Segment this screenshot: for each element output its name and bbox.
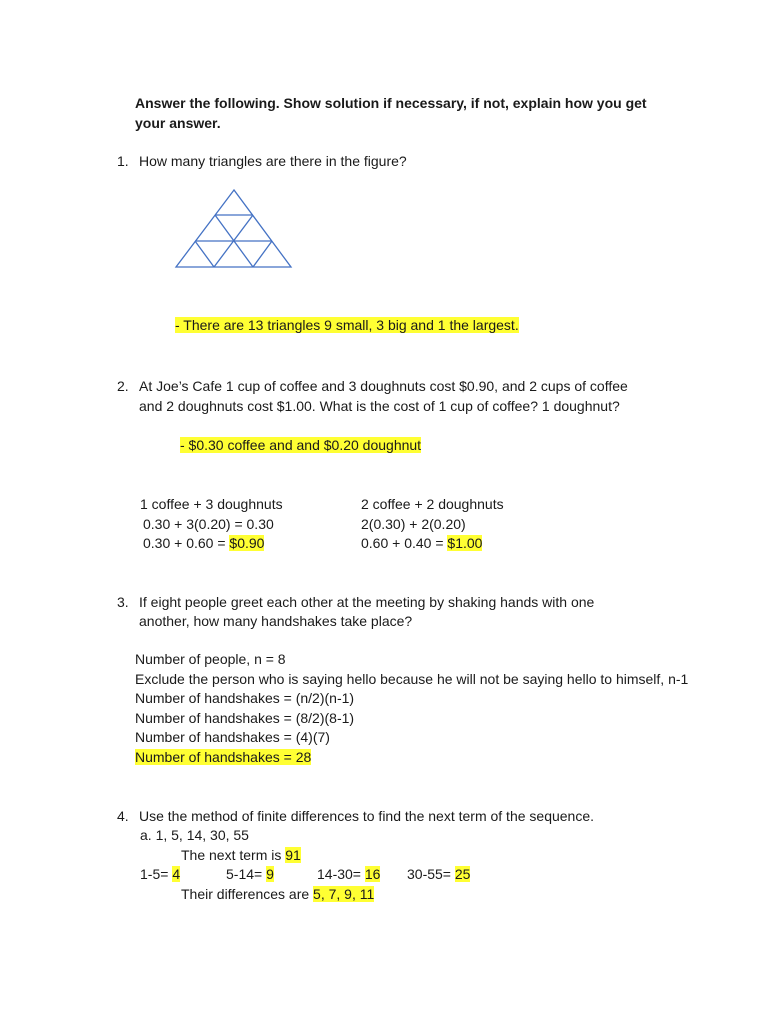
q2-question-line-1: 2. At Joe’s Cafe 1 cup of coffee and 3 doughnuts cost $0.90, and 2 cups of coffee (117, 378, 628, 394)
q3-question-line-1: 3. If eight people greet each other at the meeting by shaking hands with one (117, 594, 595, 610)
q3-number: 3. (117, 594, 129, 610)
q2-right-line-3: 0.60 + 0.40 = $1.00 (361, 535, 483, 551)
instructions-line-2: your answer. (135, 115, 221, 131)
q4-question: 4. Use the method of finite differences to find the next term of the sequence. (117, 808, 595, 824)
q3-result: Number of handshakes = 28 (135, 749, 312, 765)
q1-question (117, 152, 407, 171)
q4-diff: 14-30= 16 (317, 866, 381, 882)
q3-question-line-2: another, how many handshakes take place? (139, 613, 413, 629)
q3-line: Exclude the person who is saying hello because he will not be saying hello to himself, n-1 (135, 671, 689, 687)
q2-left-result: $0.90 (229, 535, 265, 551)
q4-diff: 30-55= 25 (407, 866, 471, 882)
q4-diff: 5-14= 9 (226, 866, 274, 882)
q3-line: Number of handshakes = (n/2)(n-1) (135, 690, 355, 706)
q1-text: How many triangles are there in the figure? (139, 153, 407, 169)
q2-right-result: $1.00 (447, 535, 483, 551)
q2-answer: - $0.30 coffee and and $0.20 doughnut (180, 437, 422, 453)
q4-diff: 1-5= 4 (140, 866, 181, 882)
q3-line: Number of handshakes = (8/2)(8-1) (135, 710, 355, 726)
q1-number: 1. (117, 153, 129, 169)
q2-left-header: 1 coffee + 3 doughnuts (140, 496, 283, 512)
q2-left-line-3: 0.30 + 0.60 = $0.90 (143, 535, 265, 551)
triangle-grid-icon (172, 186, 296, 272)
q4-number: 4. (117, 808, 129, 824)
q2-number: 2. (117, 378, 129, 394)
q4-next-term: The next term is 91 (181, 847, 301, 863)
q2-left-line-2: 0.30 + 3(0.20) = 0.30 (143, 516, 274, 532)
q2-right-line-2: 2(0.30) + 2(0.20) (361, 516, 466, 532)
q2-right-header: 2 coffee + 2 doughnuts (361, 496, 504, 512)
q4-sequence: a. 1, 5, 14, 30, 55 (140, 827, 249, 843)
q4-next-term-value: 91 (285, 847, 301, 863)
q4-differences-value: 5, 7, 9, 11 (313, 886, 375, 902)
q3-line: Number of handshakes = (4)(7) (135, 729, 330, 745)
q2-question-line-2: and 2 doughnuts cost $1.00. What is the cost of 1 cup of coffee? 1 doughnut? (139, 398, 620, 414)
q4-differences: Their differences are 5, 7, 9, 11 (181, 886, 375, 902)
instructions-line-1: Answer the following. Show solution if necessary, if not, explain how you get (135, 95, 647, 111)
q3-line: Number of people, n = 8 (135, 651, 286, 667)
q1-answer: - There are 13 triangles 9 small, 3 big and 1 the largest. (175, 317, 519, 333)
